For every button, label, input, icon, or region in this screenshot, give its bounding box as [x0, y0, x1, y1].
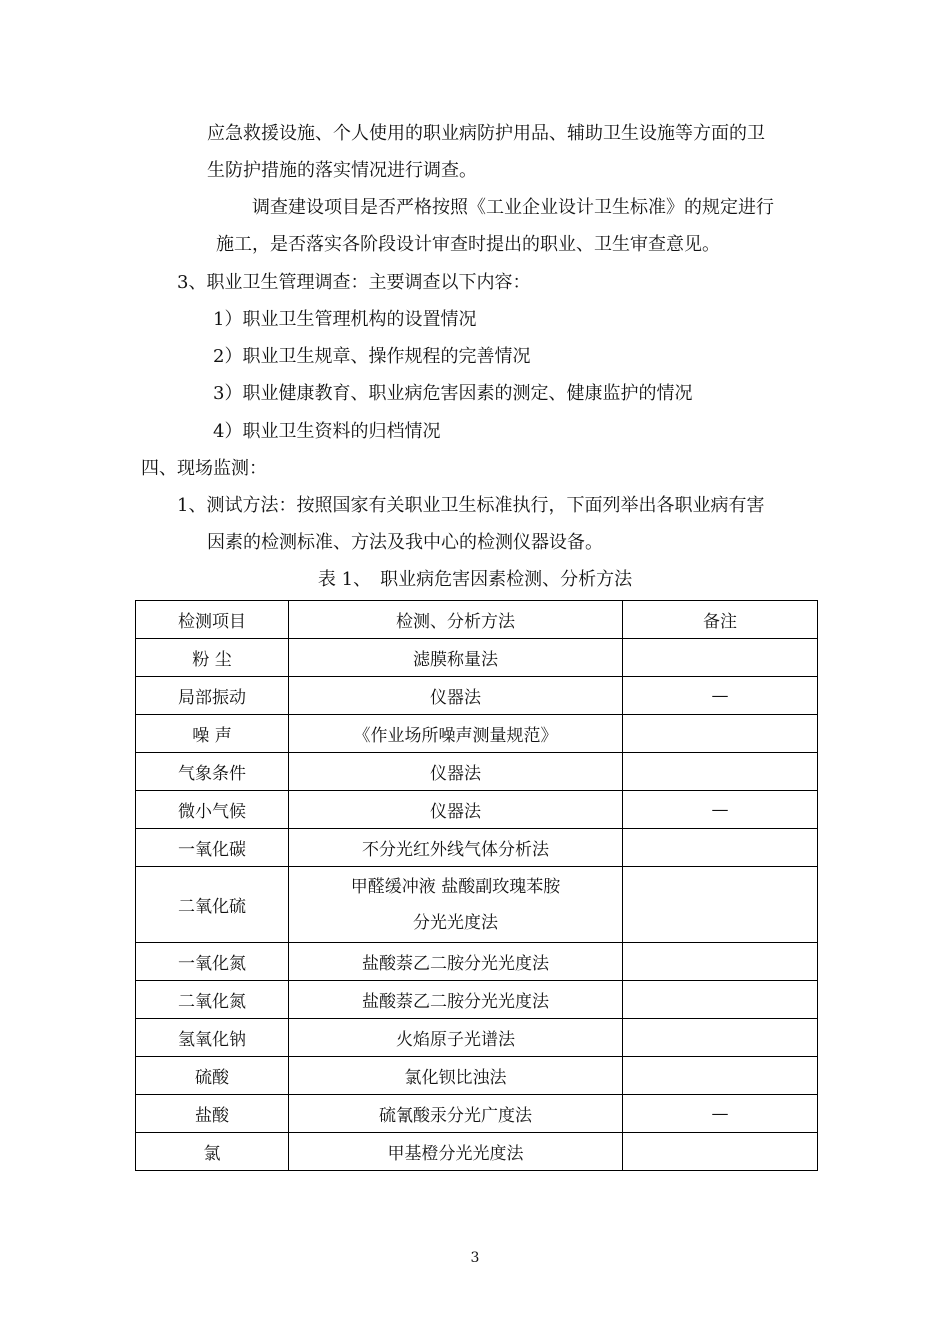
table-header-row [136, 601, 818, 639]
table-row [136, 867, 818, 943]
table-row [136, 753, 818, 791]
note-cell [623, 981, 818, 1019]
item-cell: 硫酸 [136, 1057, 289, 1095]
paragraph-line: 因素的检测标准、方法及我中心的检测仪器设备。 [207, 532, 603, 553]
table-caption: 表 1、 职业病危害因素检测、分析方法 [317, 569, 633, 590]
item-cell: 粉 尘 [136, 639, 289, 677]
method-cell: 盐酸萘乙二胺分光光度法 [289, 981, 623, 1019]
note-cell [623, 639, 818, 677]
table-row [136, 715, 818, 753]
list-item: 2）职业卫生规章、操作规程的完善情况 [213, 346, 531, 367]
item-cell: 一氧化碳 [136, 829, 289, 867]
item-cell: 氯 [136, 1133, 289, 1171]
note-cell [623, 1019, 818, 1057]
note-cell [623, 753, 818, 791]
paragraph-line: 生防护措施的落实情况进行调查。 [207, 160, 477, 181]
method-cell: 仪器法 [289, 791, 623, 829]
method-cell: 仪器法 [289, 677, 623, 715]
item-cell: 局部振动 [136, 677, 289, 715]
list-item: 1）职业卫生管理机构的设置情况 [213, 309, 477, 330]
method-cell: 《作业场所噪声测量规范》 [289, 715, 623, 753]
method-cell: 仪器法 [289, 753, 623, 791]
table-row [136, 981, 818, 1019]
table-row [136, 639, 818, 677]
table-row [136, 1133, 818, 1171]
method-line: 甲醛缓冲液 盐酸副玫瑰苯胺 [350, 876, 561, 897]
table-row [136, 829, 818, 867]
note-cell [623, 943, 818, 981]
method-cell: 不分光红外线气体分析法 [289, 829, 623, 867]
paragraph-line: 应急救援设施、个人使用的职业病防护用品、辅助卫生设施等方面的卫 [207, 123, 765, 144]
note-cell [623, 867, 818, 943]
table-row [136, 1019, 818, 1057]
note-cell: — [623, 1095, 818, 1133]
method-line: 分光光度法 [413, 912, 498, 933]
method-cell [289, 867, 623, 943]
item-cell: 氢氧化钠 [136, 1019, 289, 1057]
table-row [136, 791, 818, 829]
header-cell: 检测、分析方法 [289, 601, 623, 639]
method-cell: 火焰原子光谱法 [289, 1019, 623, 1057]
list-item: 3）职业健康教育、职业病危害因素的测定、健康监护的情况 [213, 383, 693, 404]
note-cell [623, 1133, 818, 1171]
list-item: 4）职业卫生资料的归档情况 [213, 421, 441, 442]
item-cell: 盐酸 [136, 1095, 289, 1133]
method-cell: 盐酸萘乙二胺分光光度法 [289, 943, 623, 981]
header-cell: 检测项目 [136, 601, 289, 639]
item-cell: 一氧化氮 [136, 943, 289, 981]
table-row [136, 1057, 818, 1095]
item-cell: 二氧化硫 [136, 867, 289, 943]
page-number: 3 [470, 1250, 480, 1266]
paragraph-line: 施工，是否落实各阶段设计审查时提出的职业、卫生审查意见。 [216, 234, 720, 255]
item-cell: 二氧化氮 [136, 981, 289, 1019]
methods-table [135, 600, 818, 1171]
section-heading: 四、现场监测： [141, 458, 267, 479]
section-heading: 3、职业卫生管理调查：主要调查以下内容： [177, 272, 531, 293]
note-cell [623, 1057, 818, 1095]
table-row [136, 677, 818, 715]
method-cell: 硫氰酸汞分光广度法 [289, 1095, 623, 1133]
item-cell: 气象条件 [136, 753, 289, 791]
note-cell: — [623, 791, 818, 829]
note-cell [623, 829, 818, 867]
item-cell: 噪 声 [136, 715, 289, 753]
table-row [136, 1095, 818, 1133]
note-cell: — [623, 677, 818, 715]
note-cell [623, 715, 818, 753]
table-row [136, 943, 818, 981]
paragraph-line: 1、测试方法：按照国家有关职业卫生标准执行，下面列举出各职业病有害 [177, 495, 765, 516]
paragraph-line: 调查建设项目是否严格按照《工业企业设计卫生标准》的规定进行 [252, 197, 774, 218]
method-cell: 氯化钡比浊法 [289, 1057, 623, 1095]
item-cell: 微小气候 [136, 791, 289, 829]
header-cell: 备注 [623, 601, 818, 639]
method-cell: 滤膜称量法 [289, 639, 623, 677]
method-cell: 甲基橙分光光度法 [289, 1133, 623, 1171]
